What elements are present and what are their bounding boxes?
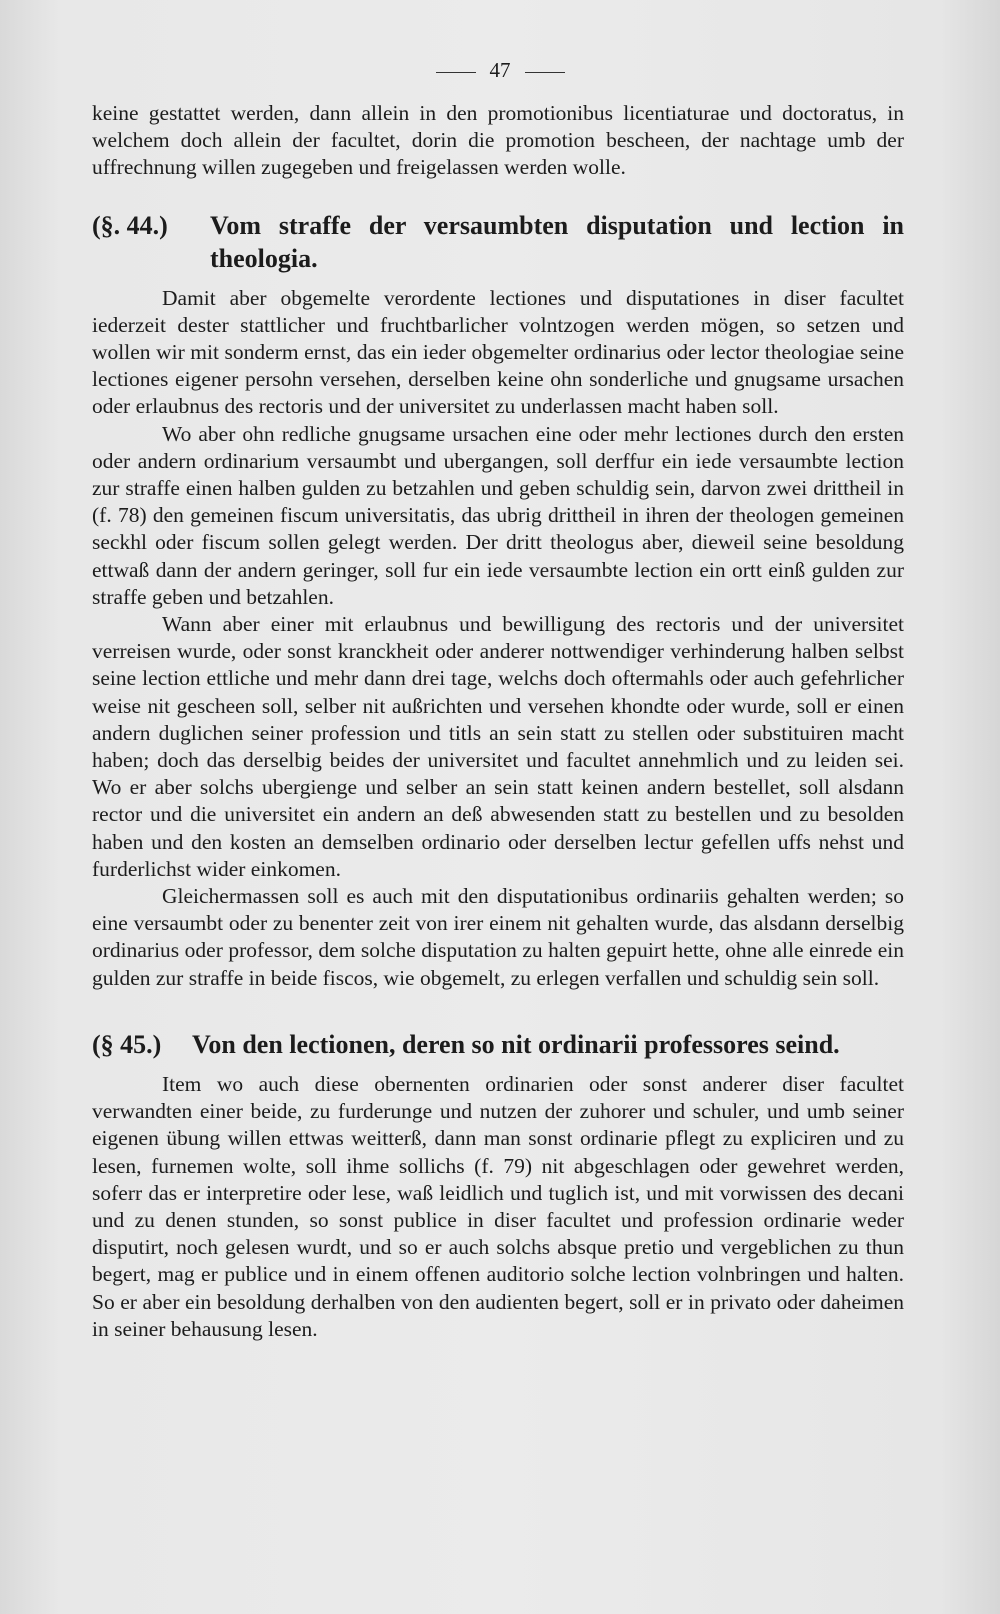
- paragraph-44-4: Gleichermassen soll es auch mit den disputationibus ordinariis gehalten werden; so eine versaumbt oder zu benenter zeit von irer einem nit gehalten wurde, das alsdann derselbig ordinarius oder professor, dem solche disputation zu halten gepuirt hette, ohne alle einrede ein gulden zur straffe in beide fiscos, wie obgemelt, zu erlegen verfallen und schuldig sein soll.: [92, 884, 904, 990]
- section-number-44: (§. 44.): [92, 210, 168, 240]
- section-title-44: Vom straffe der versaumbten disputation und lection in theologia.: [210, 210, 904, 273]
- page-number: 47: [489, 58, 511, 82]
- paragraph-intro: keine gestattet werden, dann allein in den promotionibus licentiaturae und doctoratus, in welchem doch allein der facultet, dorin die promotion bescheen, der nachtage umb der uffrechnung willen zugegeben und freigelassen werden wolle.: [92, 101, 904, 180]
- section-heading-45: [92, 1028, 904, 1061]
- section-title-45: Von den lectionen, deren so nit ordinarii professores seind.: [192, 1029, 840, 1059]
- paragraph-44-1: Damit aber obgemelte verordente lectiones und disputationes in diser facultet iederzeit dester stattlicher und fruchtbarlicher volntzogen werden mögen, so setzen und wollen wir mit sonderm ernst, das ein ieder obgemelter ordinarius oder lector theologiae seine lectiones eigener persohn versehen, derselben keine ohn sonderliche und gnugsame ursachen oder erlaubnus des rectoris und der universitet zu underlassen macht haben soll.: [92, 285, 904, 419]
- section-number-45: (§ 45.): [92, 1029, 162, 1059]
- header-rule-left: [436, 72, 476, 73]
- paragraph-45-1: Item wo auch diese obernenten ordinarien oder sonst anderer diser facultet verwandten einer beide, zu furderunge und nutzen der zuhorer und schuler, und umb seiner eigenen übung willen ettwas weitterß, dann man sonst ordinarie pflegt zu expliciren und zu lesen, furnemen wolte, soll ihme sollichs (f. 79) nit abgeschlagen oder gewehret werden, soferr das er interpretire oder lese, waß leidlich und tuglich ist, und mit vorwissen des decani und zu denen stunden, so sonst publice in diser facultet und profession ordinarie weder disputirt, noch gelesen wurdt, und so er auch solchs absque pretio und vergeblichen zu thun begert, mag er publice und in einem offenen auditorio solche lection volnbringen und halten. So er aber ein besoldung derhalben von den audienten begert, soll er in privato oder daheimen in seiner behausung lesen.: [92, 1071, 904, 1341]
- header-rule-right: [525, 72, 565, 73]
- paragraph-44-3: Wann aber einer mit erlaubnus und bewilligung des rectoris und der universitet verreisen wurde, oder sonst kranckheit oder anderer nottwendiger verhinderung halben selbst seine lection ettliche und mehr dann drei tage, welchs doch oftermahls oder auch gefehrlicher weise nit gescheen soll, selber nit außrichten und versehen khondte oder wurde, soll er einen andern duglichen seiner profession und titls an sein statt zu stellen oder substituiren macht haben; doch das derselbig beides der universitet und facultet annehmlich und zu leiden sei. Wo er aber solchs ubergienge und selber an sein statt keinen andern bestellet, soll alsdann rector und die universitet ein andern an deß abwesenden statt zu bestellen und zu besolden haben und den kosten an demselben ordinario oder derselben lectur gefellen uffs nehst und furderlichst wider einkomen.: [92, 612, 904, 881]
- page-header: [0, 58, 1000, 83]
- section-heading-44: [92, 209, 904, 275]
- page-body: [92, 100, 904, 1343]
- paragraph-44-2: Wo aber ohn redliche gnugsame ursachen eine oder mehr lectiones durch den ersten oder andern ordinarium versaumbt und ubergangen, soll derffur ein iede versaumbte lection zur straffe einen halben gulden zu betzahlen und geben schuldig sein, darvon zwei drittheil in (f. 78) den gemeinen fiscum universitatis, das ubrig drittheil in ihren der theologen gemeinen seckhl oder fiscum sollen gelegt werden. Der dritt theologus aber, dieweil seine besoldung ettwaß dann der andern geringer, soll fur ein iede versaumbte lection ein ortt einß gulden zur straffe geben und betzahlen.: [92, 421, 904, 609]
